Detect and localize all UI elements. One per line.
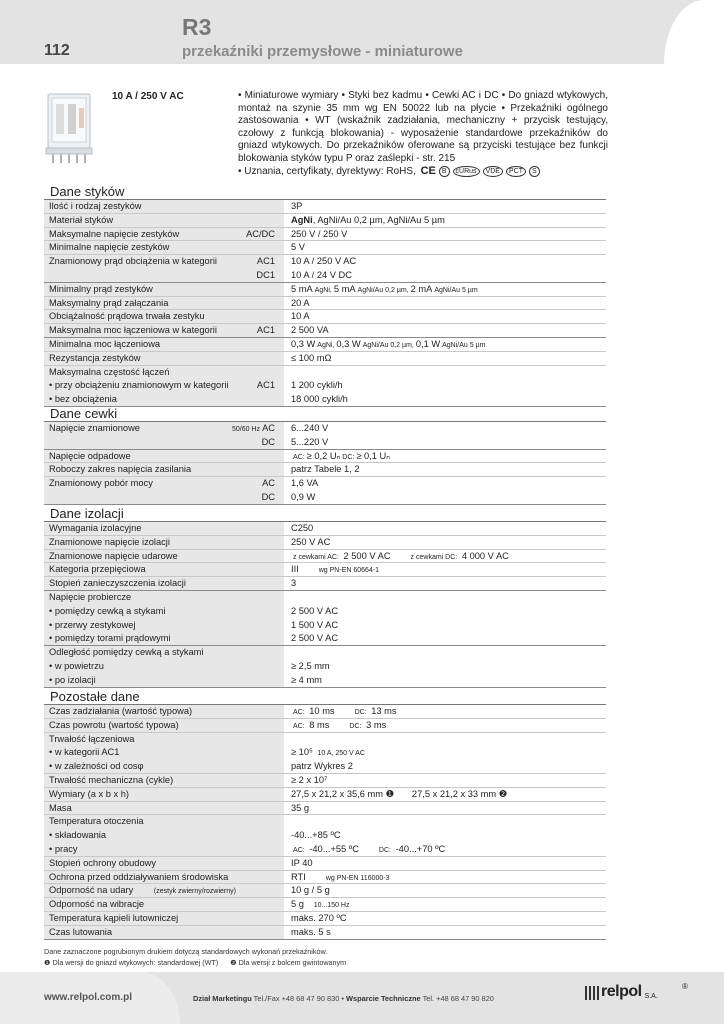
row-value: 18 000 cykli/h bbox=[291, 394, 348, 405]
row-label: Stopień zanieczyszczenia izolacji bbox=[44, 577, 284, 590]
note-3: AgNi/Au 5 µm bbox=[442, 341, 486, 349]
table-row bbox=[44, 719, 606, 733]
row-value: maks. 270 ºC bbox=[291, 912, 347, 923]
table-row bbox=[44, 352, 606, 366]
value-rest: , AgNi/Au 0,2 µm, AgNi/Au 5 µm bbox=[312, 214, 445, 225]
section-contacts bbox=[44, 184, 606, 407]
logo-text: relpol bbox=[601, 983, 642, 1000]
registered-mark: ® bbox=[682, 982, 688, 991]
value-3: 2 mA bbox=[410, 283, 433, 294]
row-unit: DC bbox=[261, 491, 275, 502]
row-label: • w powietrzu bbox=[44, 660, 284, 674]
row-value: ≥ 4 mm bbox=[291, 674, 322, 685]
marketing-phone: Tel./Fax +48 68 47 90 830 • bbox=[251, 994, 347, 1003]
row-value: maks. 5 s bbox=[291, 926, 331, 937]
row-label: Znamionowe napięcie udarowe bbox=[44, 550, 284, 563]
table-row bbox=[44, 746, 606, 760]
table-row bbox=[44, 733, 606, 747]
row-label: Znamionowy pobór mocy bbox=[44, 477, 284, 491]
section-title: Dane cewki bbox=[44, 406, 606, 422]
table-row bbox=[44, 774, 606, 788]
table-row bbox=[44, 857, 606, 871]
note-2: z cewkami DC: bbox=[410, 553, 458, 561]
note-2: DC: bbox=[342, 453, 355, 461]
row-value: 10 g / 5 g bbox=[291, 885, 330, 896]
value-1: -40...+55 ºC bbox=[309, 843, 359, 854]
row-unit bbox=[224, 422, 275, 437]
table-row bbox=[44, 200, 606, 214]
value-2: 4 000 V AC bbox=[461, 550, 509, 561]
section-title: Dane styków bbox=[44, 184, 606, 200]
row-value: 3P bbox=[291, 201, 303, 211]
s-mark-icon: S bbox=[529, 166, 540, 177]
row-value: 10 A bbox=[291, 311, 310, 322]
note-1: AC: bbox=[293, 453, 305, 461]
row-label: Obciążalność prądowa trwała zestyku bbox=[44, 310, 284, 323]
row-label: Maksymalne napięcie zestyków bbox=[44, 228, 284, 241]
note-3: AgNi/Au 5 µm bbox=[434, 286, 478, 294]
row-label: Kategoria przepięciowa bbox=[44, 563, 284, 576]
table-row bbox=[44, 450, 606, 464]
table-row bbox=[44, 605, 606, 619]
row-label: Maksymalny prąd załączania bbox=[44, 297, 284, 310]
row-label: Maksymalna moc łączeniowa w kategorii bbox=[44, 324, 284, 337]
row-label: Odległość pomiędzy cewką a stykami bbox=[44, 646, 284, 660]
row-unit: AC1 bbox=[256, 325, 275, 336]
table-row bbox=[44, 843, 606, 857]
vde-mark-icon: VDE bbox=[483, 166, 503, 177]
value-1: 8 ms bbox=[309, 719, 330, 730]
row-value: -40...+85 ºC bbox=[291, 830, 341, 841]
table-row bbox=[44, 283, 606, 297]
table-row bbox=[44, 926, 606, 940]
row-value bbox=[291, 338, 487, 353]
dimension-plug-in: 27,5 x 21,2 x 35,6 mm ❶ bbox=[291, 788, 394, 799]
note-1: AC: bbox=[293, 846, 305, 854]
value-2: ≥ 0,1 Uₙ bbox=[356, 450, 390, 461]
row-label bbox=[44, 884, 284, 897]
row-value bbox=[291, 450, 390, 465]
row-value: 1 200 cykli/h bbox=[291, 380, 343, 391]
row-label: Minimalny prąd zestyków bbox=[44, 283, 284, 296]
support-label: Wsparcie Techniczne bbox=[346, 994, 421, 1003]
row-label: Masa bbox=[44, 802, 284, 815]
product-description bbox=[238, 90, 608, 178]
row-value bbox=[291, 719, 386, 734]
table-row bbox=[44, 788, 606, 802]
table-row bbox=[44, 491, 606, 505]
row-label: Materiał styków bbox=[44, 214, 284, 227]
value-main: 5 g bbox=[291, 899, 304, 910]
row-label: • składowania bbox=[44, 829, 284, 843]
section-title: Dane izolacji bbox=[44, 506, 606, 522]
certification-marks bbox=[421, 166, 540, 177]
table-row bbox=[44, 422, 606, 436]
row-label: Znamionowe napięcie izolacji bbox=[44, 536, 284, 549]
table-row bbox=[44, 228, 606, 242]
table-row bbox=[44, 802, 606, 816]
row-label: Napięcie odpadowe bbox=[44, 450, 284, 463]
row-label: Trwałość mechaniczna (cykle) bbox=[44, 774, 284, 787]
row-unit: AC1 bbox=[256, 380, 275, 391]
row-value: C250 bbox=[291, 523, 314, 533]
note-2: AgNi/Au 0,2 µm, bbox=[357, 286, 409, 294]
row-label: Wymagania izolacyjne bbox=[44, 522, 284, 535]
row-label: Czas powrotu (wartość typowa) bbox=[44, 719, 284, 732]
row-label: Maksymalna częstość łączeń bbox=[44, 366, 284, 380]
unit-frequency: 50/60 Hz bbox=[231, 426, 260, 433]
row-value bbox=[291, 550, 509, 565]
row-label: Temperatura otoczenia bbox=[44, 815, 284, 829]
row-label: • pomiędzy torami prądowymi bbox=[44, 632, 284, 645]
page-number: 112 bbox=[44, 42, 70, 59]
ul-mark-icon: cURus bbox=[453, 166, 480, 177]
row-value bbox=[291, 843, 445, 858]
row-label: Napięcie probiercze bbox=[44, 591, 284, 605]
row-label: Odporność na wibracje bbox=[44, 898, 284, 911]
table-row bbox=[44, 379, 606, 393]
website-link[interactable]: www.relpol.com.pl bbox=[44, 992, 132, 1003]
support-phone: Tel. +48 68 47 90 820 bbox=[420, 994, 494, 1003]
row-value: 250 V / 250 V bbox=[291, 228, 348, 239]
b-mark-icon: B bbox=[439, 166, 450, 177]
row-label: Trwałość łączeniowa bbox=[44, 733, 284, 747]
row-label: Wymiary (a x b x h) bbox=[44, 788, 284, 801]
row-value: 2 500 VA bbox=[291, 325, 329, 336]
value-3: 0,1 W bbox=[415, 338, 441, 349]
table-row bbox=[44, 884, 606, 898]
value-2: 0,3 W bbox=[336, 338, 361, 349]
value-note: wg PN-EN 60664-1 bbox=[318, 567, 380, 575]
row-value: 10 A / 24 V DC bbox=[291, 269, 352, 280]
row-label: Rezystancja zestyków bbox=[44, 352, 284, 365]
row-label: • bez obciążenia bbox=[44, 393, 284, 406]
value-1: 2 500 V AC bbox=[343, 550, 391, 561]
table-row bbox=[44, 536, 606, 550]
ce-mark-icon: CE bbox=[420, 164, 436, 177]
row-label: Minimalna moc łączeniowa bbox=[44, 338, 284, 351]
value-main: ≥ 10⁵ bbox=[291, 747, 313, 758]
row-label: Temperatura kąpieli lutowniczej bbox=[44, 912, 284, 925]
row-value: 1,6 VA bbox=[291, 478, 319, 489]
value-1: 5 mA bbox=[291, 283, 313, 294]
table-row bbox=[44, 912, 606, 926]
row-label: Minimalne napięcie zestyków bbox=[44, 241, 284, 254]
table-row bbox=[44, 436, 606, 450]
value-note: 10...150 Hz bbox=[313, 902, 350, 910]
table-row bbox=[44, 477, 606, 491]
table-row bbox=[44, 674, 606, 688]
section-title: Pozostałe dane bbox=[44, 689, 606, 705]
table-row bbox=[44, 705, 606, 719]
table-row bbox=[44, 619, 606, 633]
row-value bbox=[291, 214, 445, 228]
note-2: DC: bbox=[354, 709, 367, 716]
certifications-label: • Uznania, certyfikaty, dyrektywy: RoHS, bbox=[238, 165, 416, 177]
row-label: • pomiędzy cewką a stykami bbox=[44, 605, 284, 619]
product-rating: 10 A / 250 V AC bbox=[112, 91, 184, 102]
value-main: RTI bbox=[291, 871, 306, 882]
row-value bbox=[291, 283, 480, 298]
row-value: 5 V bbox=[291, 242, 305, 253]
row-value bbox=[291, 788, 507, 802]
value-2: 5 mA bbox=[333, 283, 356, 294]
table-row bbox=[44, 550, 606, 564]
value-1: 10 ms bbox=[309, 706, 335, 716]
row-label: • po izolacji bbox=[44, 674, 284, 687]
value-1: ≥ 0,2 Uₙ bbox=[306, 450, 341, 461]
row-value: 0,9 W bbox=[291, 491, 316, 502]
note-1: z cewkami AC: bbox=[293, 553, 339, 561]
table-row bbox=[44, 898, 606, 912]
table-row bbox=[44, 297, 606, 311]
footnote-2: ❷ Dla wersji z bolcem gwintowanym bbox=[230, 958, 347, 967]
table-row bbox=[44, 255, 606, 269]
value-bold: AgNi bbox=[291, 214, 313, 225]
row-value: patrz Wykres 2 bbox=[291, 761, 353, 772]
series-title: R3 bbox=[182, 14, 212, 40]
table-row bbox=[44, 577, 606, 591]
table-row bbox=[44, 310, 606, 324]
section-coil bbox=[44, 406, 606, 505]
row-unit: AC1 bbox=[256, 256, 275, 267]
marketing-label: Dział Marketingu bbox=[193, 994, 252, 1003]
footnote-versions bbox=[44, 957, 346, 968]
row-value: ≥ 2 x 10⁷ bbox=[291, 774, 328, 785]
table-row bbox=[44, 393, 606, 407]
table-row bbox=[44, 871, 606, 885]
unit-ac: AC bbox=[262, 423, 275, 433]
label-note: (zestyk zwierny/rozwierny) bbox=[153, 888, 236, 896]
table-row bbox=[44, 324, 606, 338]
row-value: 20 A bbox=[291, 297, 310, 308]
row-value: 6...240 V bbox=[291, 423, 329, 433]
row-value bbox=[291, 746, 367, 761]
section-other-data bbox=[44, 689, 606, 940]
row-label: Ochrona przed oddziaływaniem środowiska bbox=[44, 871, 284, 884]
row-value: 35 g bbox=[291, 802, 310, 813]
row-value bbox=[291, 705, 397, 720]
note-1: AC: bbox=[293, 722, 305, 730]
row-value: 1 500 V AC bbox=[291, 619, 339, 630]
table-row bbox=[44, 815, 606, 829]
value-2: 3 ms bbox=[366, 719, 387, 730]
note-1: AgNi, bbox=[317, 341, 335, 349]
row-value bbox=[291, 563, 381, 578]
note-2: DC: bbox=[349, 722, 362, 730]
page-subtitle: przekaźniki przemysłowe - miniaturowe bbox=[182, 43, 463, 60]
row-label: • przerwy zestykowej bbox=[44, 619, 284, 633]
table-row bbox=[44, 591, 606, 605]
table-row bbox=[44, 829, 606, 843]
table-row bbox=[44, 338, 606, 352]
footnote-bold-note: Dane zaznaczone pogrubionym drukiem dotyczą standardowych wykonań przekaźników. bbox=[44, 947, 328, 956]
table-row bbox=[44, 522, 606, 536]
row-value: 2 500 V AC bbox=[291, 633, 339, 644]
table-row bbox=[44, 366, 606, 380]
row-value: 250 V AC bbox=[291, 536, 331, 547]
value-1: 0,3 W bbox=[291, 338, 316, 349]
row-label: Czas zadziałania (wartość typowa) bbox=[44, 705, 284, 718]
row-label: Napięcie znamionowe bbox=[44, 422, 284, 436]
row-value: patrz Tabele 1, 2 bbox=[291, 464, 360, 475]
value-2: -40...+70 ºC bbox=[395, 843, 446, 854]
row-label: • w zależności od cosφ bbox=[44, 760, 284, 773]
table-row bbox=[44, 214, 606, 228]
row-label: • pracy bbox=[44, 843, 284, 856]
pct-mark-icon: PCT bbox=[506, 166, 526, 177]
note-1: AgNi, bbox=[314, 286, 332, 294]
value-main: III bbox=[291, 564, 299, 575]
row-value: 5...220 V bbox=[291, 436, 329, 447]
dimension-threaded: 27,5 x 21,2 x 33 mm ❷ bbox=[411, 788, 508, 799]
table-row bbox=[44, 646, 606, 660]
note-2: AgNi/Au 0,2 µm, bbox=[362, 341, 414, 349]
table-row bbox=[44, 563, 606, 577]
row-label: Roboczy zakres napięcia zasilania bbox=[44, 463, 284, 476]
row-label: • w kategorii AC1 bbox=[44, 746, 284, 760]
row-label: Stopień ochrony obudowy bbox=[44, 857, 284, 870]
logo-sa: S.A. bbox=[644, 993, 658, 1000]
row-unit: DC bbox=[261, 436, 275, 447]
value-note: wg PN-EN 116000-3 bbox=[325, 874, 390, 882]
note-2: DC: bbox=[378, 846, 391, 854]
table-row bbox=[44, 632, 606, 646]
table-row bbox=[44, 241, 606, 255]
relay-product-image bbox=[44, 88, 96, 166]
footnotes bbox=[44, 946, 346, 968]
row-label: Znamionowy prąd obciążenia w kategorii bbox=[44, 255, 284, 269]
row-value: IP 40 bbox=[291, 857, 313, 868]
table-row bbox=[44, 760, 606, 774]
row-value bbox=[291, 871, 392, 886]
row-value bbox=[291, 898, 352, 913]
table-row bbox=[44, 660, 606, 674]
row-unit: DC1 bbox=[256, 269, 275, 280]
footnote-1: ❶ Dla wersji do gniazd wtykowych: standardowej (WT) bbox=[44, 958, 219, 967]
row-unit: AC/DC bbox=[246, 228, 275, 239]
row-value: 10 A / 250 V AC bbox=[291, 256, 357, 267]
row-value: 3 bbox=[291, 578, 297, 589]
row-value: 2 500 V AC bbox=[291, 605, 339, 616]
contact-info bbox=[193, 994, 494, 1003]
description-text: • Miniaturowe wymiary • Styki bez kadmu • Cewki AC i DC • Do gniazd wtykowych, montaż na szynie 35 mm wg EN 50022 lub na płycie • Przekaźniki ogólnego zastosowania • WT (wskaźnik zadziałania, mechaniczny + przycisk testujący, czołowy z funkcją blokowania) - wyposażenie standardowe przekaźników do gniazd wtykowych. Do przekaźników oferowane są przyciski testujące bez funkcji blokowania styków typu P oraz zaślepki - str. 215 bbox=[238, 90, 608, 164]
row-value: ≥ 2,5 mm bbox=[291, 660, 330, 671]
relpol-logo bbox=[585, 982, 688, 1000]
table-row bbox=[44, 269, 606, 283]
row-label: Ilość i rodzaj zestyków bbox=[44, 200, 284, 213]
logo-mark-icon bbox=[585, 986, 599, 1000]
value-note: 10 A, 250 V AC bbox=[317, 750, 365, 758]
row-label: Czas lutowania bbox=[44, 926, 284, 939]
value-2: 13 ms bbox=[371, 706, 397, 716]
table-row bbox=[44, 463, 606, 477]
row-value: ≤ 100 mΩ bbox=[291, 352, 332, 363]
section-insulation bbox=[44, 506, 606, 688]
note-1: AC: bbox=[293, 709, 305, 716]
row-label: • przy obciążeniu znamionowym w kategorii bbox=[44, 379, 284, 393]
row-unit: AC bbox=[262, 478, 275, 489]
label-main: Odporność na udary bbox=[49, 885, 134, 896]
